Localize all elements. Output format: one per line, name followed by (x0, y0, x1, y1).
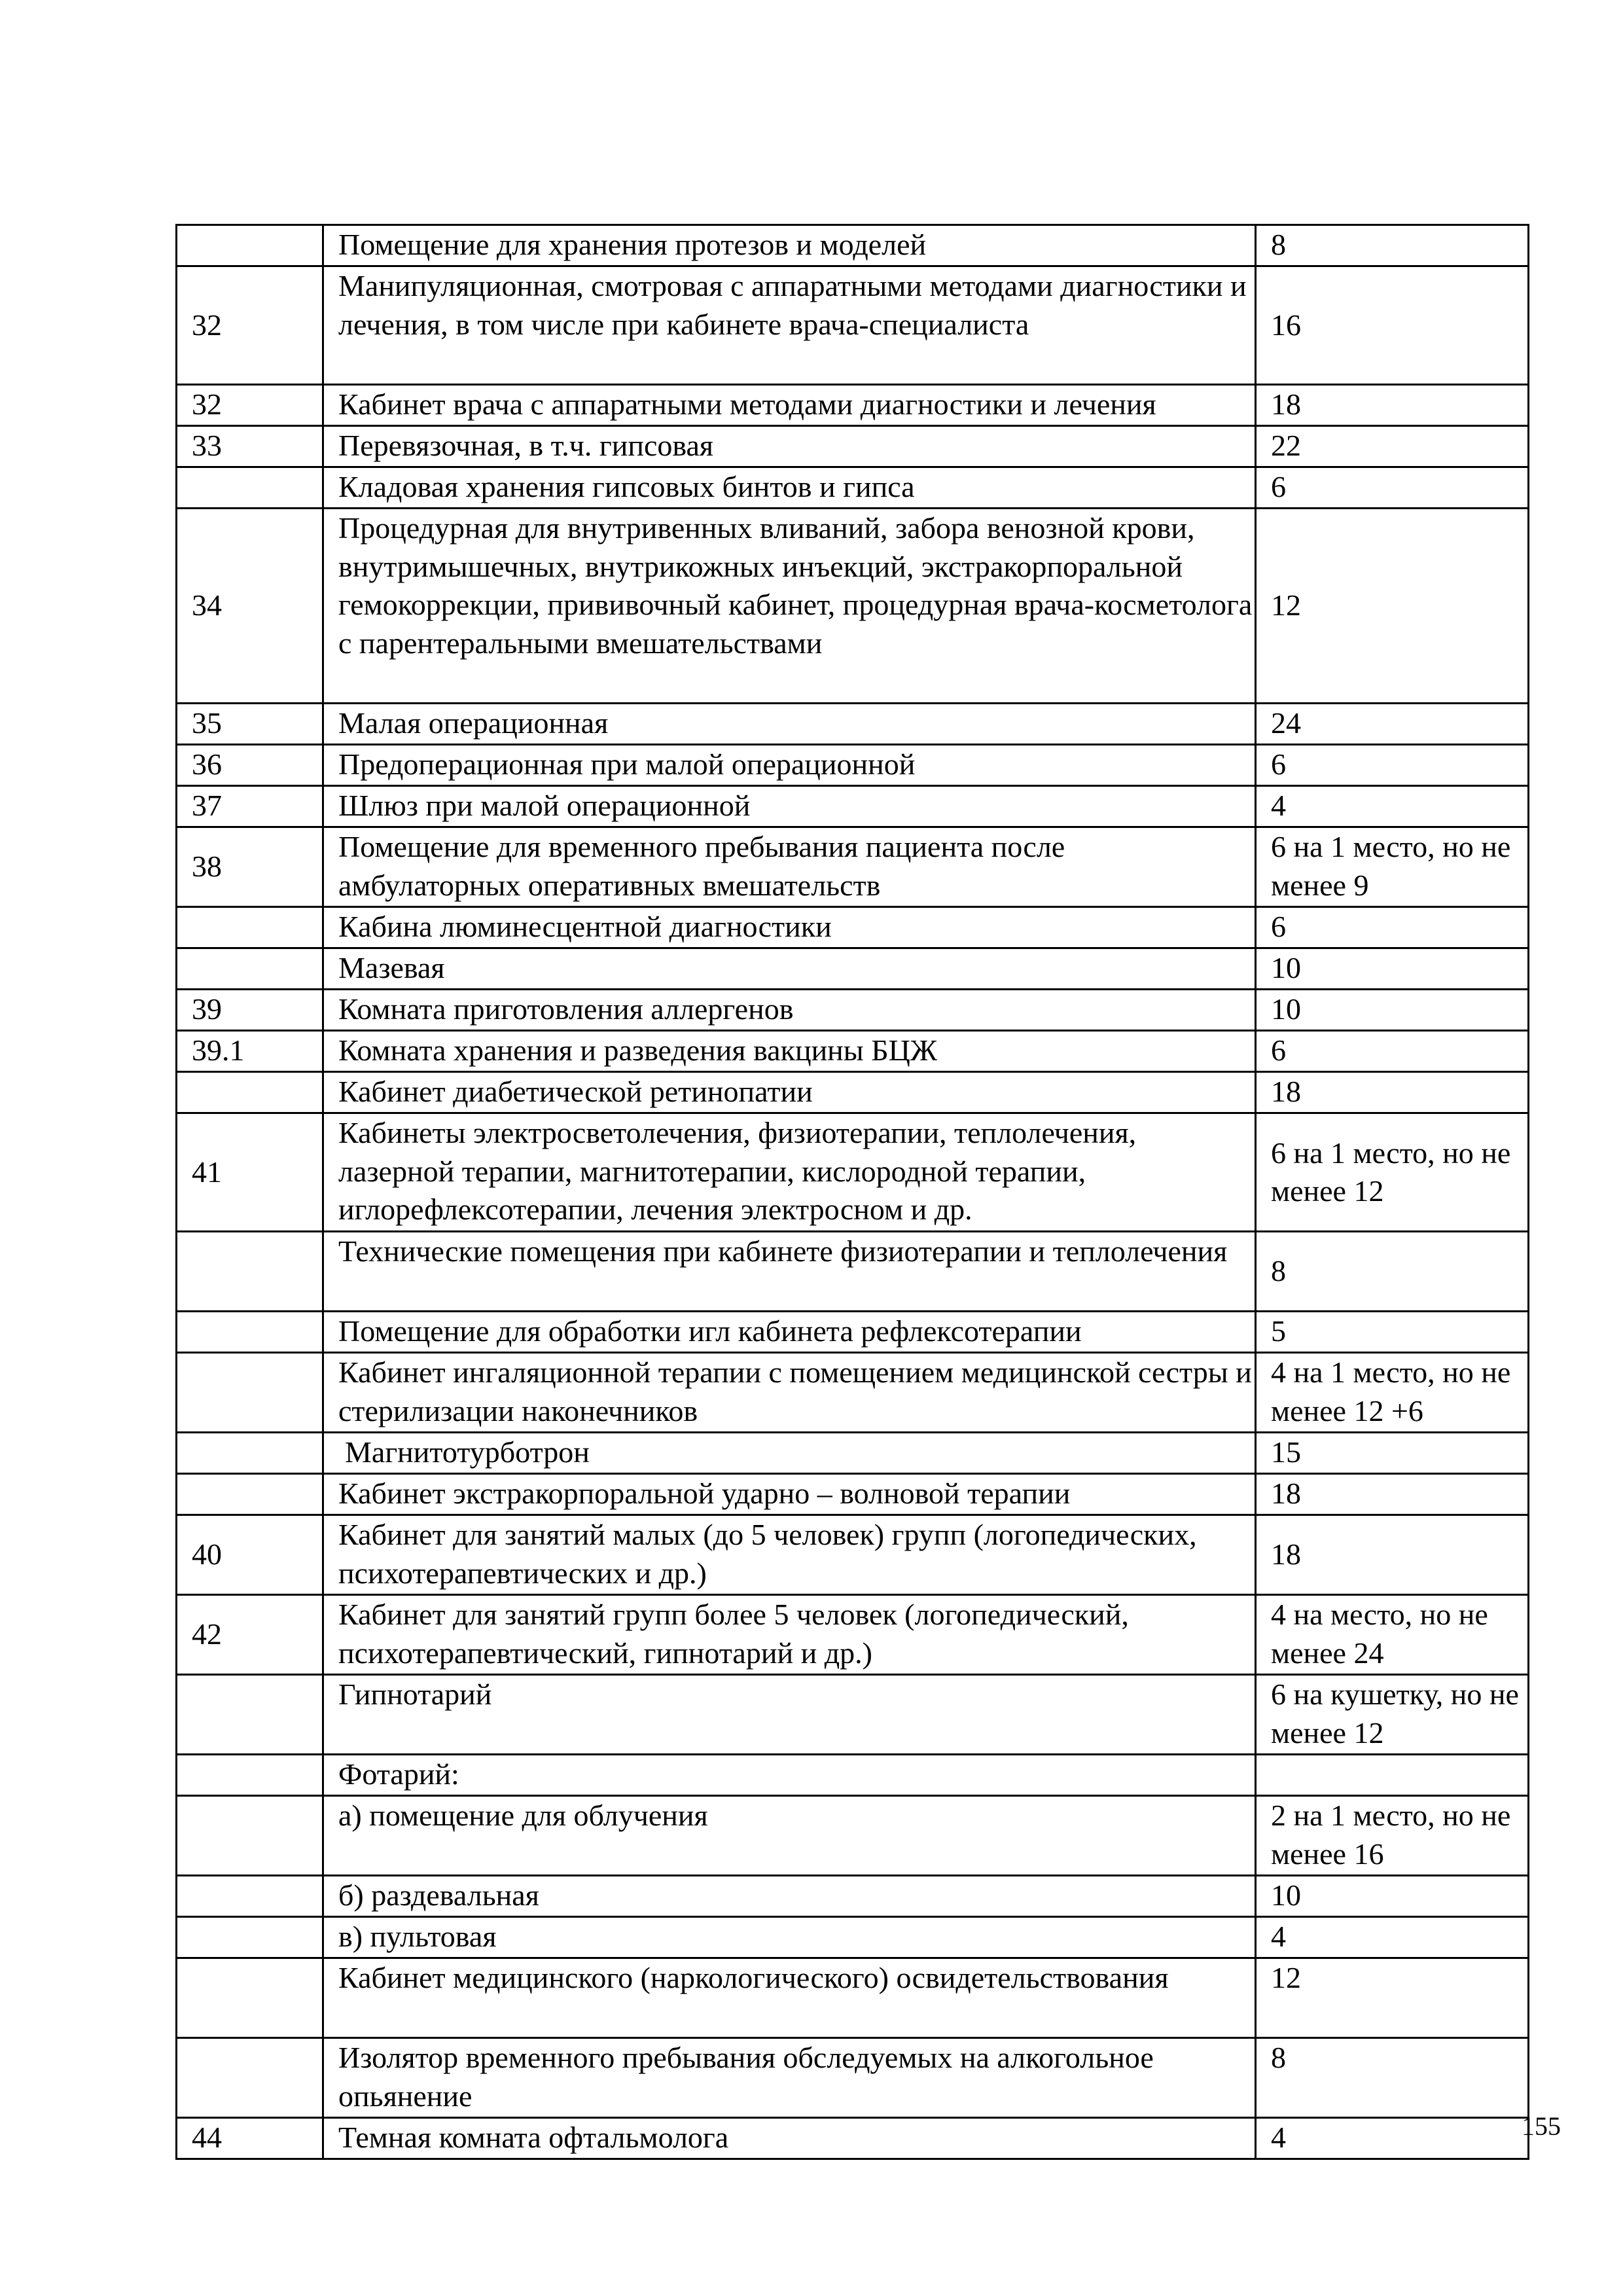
room-name: Гипнотарий (323, 1675, 1256, 1755)
room-name: Кабинет диабетической ретинопатии (323, 1072, 1256, 1113)
room-name: Темная комната офтальмолога (323, 2118, 1256, 2159)
row-number (177, 1474, 323, 1515)
room-name: Помещение для хранения протезов и моделей (323, 225, 1256, 266)
room-area: 15 (1256, 1433, 1529, 1474)
table-row (177, 745, 1529, 786)
row-number (177, 1755, 323, 1796)
room-area: 6 (1256, 907, 1529, 948)
row-number: 37 (177, 786, 323, 827)
room-area: 10 (1256, 1876, 1529, 1917)
room-area: 8 (1256, 1232, 1529, 1312)
room-name: Изолятор временного пребывания обследуемых на алкогольное опьянение (323, 2038, 1256, 2118)
room-name: Кабинет экстракорпоральной ударно – волновой терапии (323, 1474, 1256, 1515)
row-number (177, 1675, 323, 1755)
room-area: 2 на 1 место, но не менее 16 (1256, 1796, 1529, 1876)
row-number (177, 1232, 323, 1312)
room-name: Кабинет врача с аппаратными методами диагностики и лечения (323, 385, 1256, 426)
room-area: 4 (1256, 786, 1529, 827)
table-row (177, 704, 1529, 745)
table-row (177, 1595, 1529, 1675)
table-row (177, 1232, 1529, 1312)
row-number (177, 1876, 323, 1917)
table-row (177, 225, 1529, 266)
table-row (177, 509, 1529, 704)
table-row (177, 1876, 1529, 1917)
room-name: Помещение для временного пребывания пациента после амбулаторных оперативных вмешательств (323, 827, 1256, 907)
table-row (177, 1113, 1529, 1232)
room-area: 4 (1256, 1917, 1529, 1958)
room-name: Кабина люминесцентной диагностики (323, 907, 1256, 948)
room-name: Кабинет для занятий групп более 5 человек (логопедический, психотерапевтический, гипнотарий и др.) (323, 1595, 1256, 1675)
row-number (177, 948, 323, 990)
room-name: Кладовая хранения гипсовых бинтов и гипса (323, 467, 1256, 509)
room-area: 8 (1256, 2038, 1529, 2118)
row-number: 36 (177, 745, 323, 786)
table-row (177, 2038, 1529, 2118)
room-area: 5 (1256, 1312, 1529, 1353)
table-row (177, 1917, 1529, 1958)
room-area: 18 (1256, 385, 1529, 426)
room-area: 6 (1256, 745, 1529, 786)
room-area: 4 на место, но не менее 24 (1256, 1595, 1529, 1675)
table-row (177, 1353, 1529, 1433)
room-name: б) раздевальная (323, 1876, 1256, 1917)
room-area: 10 (1256, 948, 1529, 990)
row-number (177, 467, 323, 509)
rooms-table (175, 224, 1529, 2160)
table-row (177, 426, 1529, 467)
room-area: 18 (1256, 1474, 1529, 1515)
room-area: 22 (1256, 426, 1529, 467)
table-row (177, 467, 1529, 509)
table-row (177, 1031, 1529, 1072)
table-row (177, 1958, 1529, 2038)
table-row (177, 1796, 1529, 1876)
row-number (177, 225, 323, 266)
room-area: 18 (1256, 1072, 1529, 1113)
table-row (177, 907, 1529, 948)
room-name: Кабинеты электросветолечения, физиотерапии, теплолечения, лазерной терапии, магнитотерапии, кислородной терапии, иглорефлексотерапии, лечения электросном и др. (323, 1113, 1256, 1232)
row-number: 32 (177, 266, 323, 385)
table-row (177, 1312, 1529, 1353)
row-number: 33 (177, 426, 323, 467)
table-row (177, 1515, 1529, 1595)
room-name: Предоперационная при малой операционной (323, 745, 1256, 786)
room-area: 4 (1256, 2118, 1529, 2159)
room-name: Кабинет медицинского (наркологического) освидетельствования (323, 1958, 1256, 2038)
room-area: 24 (1256, 704, 1529, 745)
row-number (177, 1353, 323, 1433)
room-name: Шлюз при малой операционной (323, 786, 1256, 827)
row-number: 35 (177, 704, 323, 745)
page-number: 155 (1522, 2111, 1561, 2141)
room-area: 16 (1256, 266, 1529, 385)
room-name: Малая операционная (323, 704, 1256, 745)
room-area: 12 (1256, 509, 1529, 704)
row-number: 38 (177, 827, 323, 907)
row-number: 40 (177, 1515, 323, 1595)
room-name: Кабинет ингаляционной терапии с помещением медицинской сестры и стерилизации наконечников (323, 1353, 1256, 1433)
room-area: 6 на 1 место, но не менее 9 (1256, 827, 1529, 907)
room-name: а) помещение для облучения (323, 1796, 1256, 1876)
table-row (177, 827, 1529, 907)
row-number: 39 (177, 990, 323, 1031)
row-number: 41 (177, 1113, 323, 1232)
row-number (177, 1433, 323, 1474)
row-number (177, 1917, 323, 1958)
room-name: Технические помещения при кабинете физиотерапии и теплолечения (323, 1232, 1256, 1312)
row-number: 44 (177, 2118, 323, 2159)
table-row (177, 786, 1529, 827)
room-name: Процедурная для внутривенных вливаний, забора венозной крови, внутримышечных, внутрикожных инъекций, экстракорпоральной гемокоррекции, прививочный кабинет, процедурная врача-косметолога с парентеральными вмешательствами (323, 509, 1256, 704)
room-area (1256, 1755, 1529, 1796)
table-row (177, 266, 1529, 385)
room-area: 6 на кушетку, но не менее 12 (1256, 1675, 1529, 1755)
room-name: Мазевая (323, 948, 1256, 990)
row-number (177, 1312, 323, 1353)
table-row (177, 990, 1529, 1031)
room-name: Помещение для обработки игл кабинета рефлексотерапии (323, 1312, 1256, 1353)
row-number (177, 907, 323, 948)
table-row (177, 2118, 1529, 2159)
room-name: Комната хранения и разведения вакцины БЦЖ (323, 1031, 1256, 1072)
table-row (177, 1072, 1529, 1113)
table-row (177, 385, 1529, 426)
room-area: 10 (1256, 990, 1529, 1031)
row-number (177, 1958, 323, 2038)
room-name: в) пультовая (323, 1917, 1256, 1958)
room-name: Комната приготовления аллергенов (323, 990, 1256, 1031)
table-row (177, 1675, 1529, 1755)
row-number (177, 2038, 323, 2118)
row-number (177, 1796, 323, 1876)
row-number: 39.1 (177, 1031, 323, 1072)
row-number: 42 (177, 1595, 323, 1675)
room-name: Перевязочная, в т.ч. гипсовая (323, 426, 1256, 467)
table-row (177, 1474, 1529, 1515)
room-area: 8 (1256, 225, 1529, 266)
room-name: Кабинет для занятий малых (до 5 человек) групп (логопедических, психотерапевтических и др.) (323, 1515, 1256, 1595)
room-name: Магнитотурботрон (323, 1433, 1256, 1474)
room-area: 6 на 1 место, но не менее 12 (1256, 1113, 1529, 1232)
room-area: 6 (1256, 1031, 1529, 1072)
room-area: 18 (1256, 1515, 1529, 1595)
row-number (177, 1072, 323, 1113)
room-area: 6 (1256, 467, 1529, 509)
table-row (177, 1433, 1529, 1474)
room-name: Фотарий: (323, 1755, 1256, 1796)
row-number: 34 (177, 509, 323, 704)
room-area: 12 (1256, 1958, 1529, 2038)
table-row (177, 948, 1529, 990)
row-number: 32 (177, 385, 323, 426)
room-area: 4 на 1 место, но не менее 12 +6 (1256, 1353, 1529, 1433)
table-row (177, 1755, 1529, 1796)
room-name: Манипуляционная, смотровая с аппаратными методами диагностики и лечения, в том числе при кабинете врача-специалиста (323, 266, 1256, 385)
